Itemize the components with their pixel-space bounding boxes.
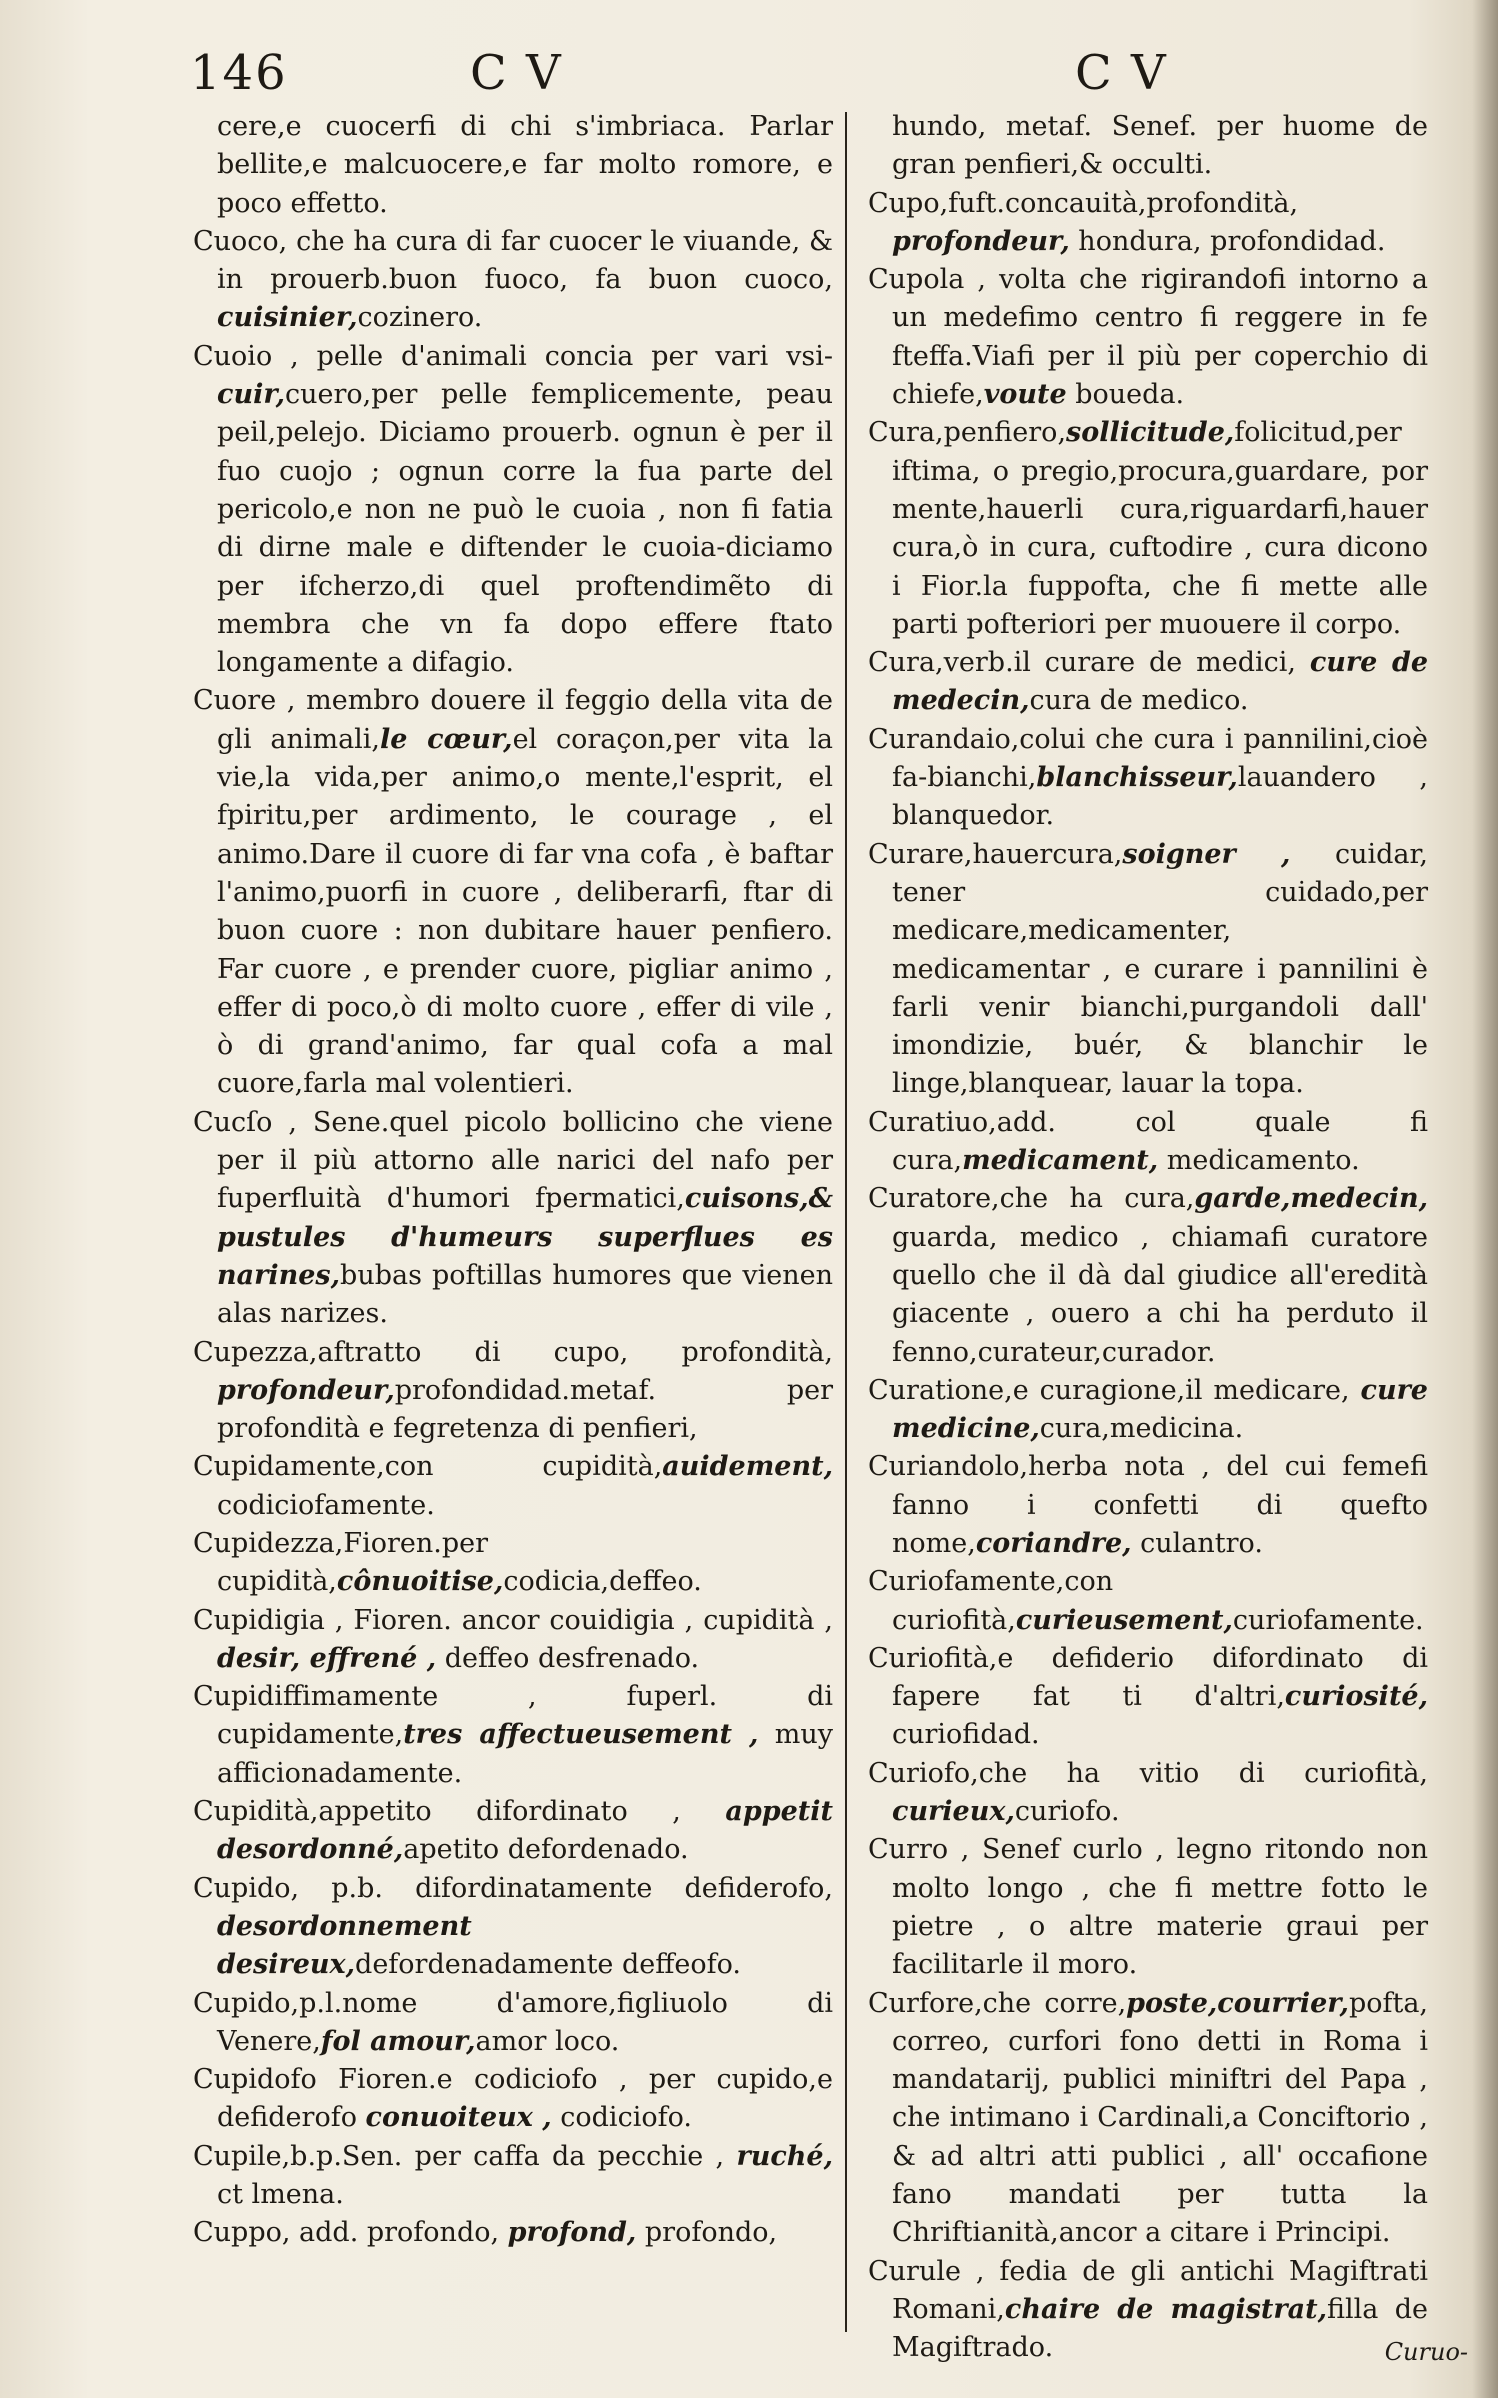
dictionary-entry	[193, 2214, 833, 2252]
entry-text: , fuperl. di cupidamente,	[217, 1681, 833, 1751]
entry-text: aftratto di cupo, profondità,	[317, 1336, 833, 1368]
entry-french: blanchisseur,	[1036, 762, 1238, 794]
running-header	[0, 38, 1498, 108]
entry-text: b.p.Sen. per caffa da pecchie ,	[290, 2140, 737, 2172]
catchword: Curuo-	[1384, 2338, 1468, 2366]
entry-headword: Cupido	[193, 1872, 291, 1904]
entry-french: profond,	[507, 2217, 637, 2249]
entry-tail: bubas poftillas humores que vienen alas narizes.	[217, 1259, 833, 1330]
entry-french: tres affectueusement ,	[403, 1719, 759, 1751]
dictionary-entry	[193, 682, 833, 1103]
entry-text: con cupidità,	[384, 1451, 663, 1483]
entry-tail: muy afficionadamente.	[217, 1719, 833, 1789]
dictionary-entry	[868, 1563, 1428, 1640]
entry-headword: Cupidofo	[193, 2064, 317, 2096]
entry-headword: Cupidigia	[193, 1604, 325, 1636]
entry-headword: Curare,	[868, 838, 973, 870]
entry-text: , membro douere il feggio della vita de gli animali,	[217, 685, 833, 755]
entry-tail: amor loco.	[475, 2025, 620, 2057]
entry-headword: Cura,	[868, 647, 944, 679]
entry-headword: Cupidezza,	[193, 1527, 344, 1559]
entry-text: add. col quale fi cura,	[892, 1106, 1428, 1177]
entry-tail: ct lmena.	[217, 2179, 344, 2211]
entry-text: che corre,	[982, 1987, 1127, 2019]
entry-headword: Curfore,	[868, 1987, 983, 2019]
entry-french: desir, effrené ,	[217, 1642, 437, 1674]
entry-text: e curagione,il medicare,	[1012, 1374, 1361, 1406]
entry-tail: cozinero.	[357, 302, 483, 334]
entry-tail: defordenadamente deffeofo.	[355, 1949, 742, 1981]
entry-text: hauercura,	[972, 838, 1123, 870]
entry-tail: curiofo.	[1014, 1796, 1120, 1828]
entry-headword: Cupido,	[193, 1987, 300, 2019]
entry-tail: filla de Magiftrado.	[892, 2293, 1428, 2364]
entry-tail: codiciofamente.	[217, 1489, 435, 1521]
entry-french: fol amour,	[320, 2025, 476, 2057]
entry-tail: folicitud,per iftima, o pregio,procura,guardare, por mente,hauerli cura,riguardarfi,hauer cura,ò in cura, cuftodire , cura dicono i Fior.la fuppofta, che fi mette alle parti pofteriori per muouere il corpo.	[892, 417, 1428, 640]
entry-tail: pofta, correo, curfori fono detti in Roma i mandatarij, publici miniftri del Papa , che intimano i Cardinali,a Conciftorio , & ad altri atti publici , all' occafione fano mandati per tutta la Chriftianità,ancor a citare i Principi.	[892, 1987, 1428, 2249]
entry-text: , Sene.quel picolo bollicino che viene per il più attorno alle narici del nafo per fuperfluità d'humori fpermatici,	[217, 1106, 833, 1215]
entry-tail: lauandero , blanquedor.	[892, 762, 1428, 832]
dictionary-entry	[868, 1640, 1428, 1755]
entry-tail: cura de medico.	[1029, 685, 1249, 717]
entry-headword: Cupezza,	[193, 1336, 318, 1368]
entry-french: sollicitude,	[1066, 417, 1235, 449]
entry-text: , fedia de gli antichi Magiftrati Romani,	[892, 2255, 1428, 2325]
entry-text: , Fioren. ancor couidigia , cupidità ,	[324, 1604, 833, 1636]
entry-headword: Curandaio,	[868, 723, 1020, 755]
entry-tail: cuidar, tener cuidado,per medicare,medicamenter, medicamentar , e curare i pannilini è farli venir bianchi,purgandoli dall' imondizie, buér, & blanchir le linge,blanquear, lauar la topa.	[892, 838, 1428, 1100]
entry-french: garde,medecin,	[1194, 1183, 1428, 1215]
dictionary-entry	[193, 108, 833, 223]
entry-french: medicament,	[962, 1145, 1159, 1177]
entry-french: curieusement,	[1015, 1604, 1233, 1636]
entry-text: Fioren.per cupidità,	[217, 1527, 489, 1598]
entry-headword: Cupola	[868, 264, 965, 296]
dictionary-entry	[868, 644, 1428, 721]
entry-headword: Cupo,	[868, 187, 949, 219]
entry-headword: Curule	[868, 2255, 961, 2287]
entry-tail: profondo,	[636, 2217, 778, 2249]
entry-tail: cura,medicina.	[1039, 1413, 1244, 1445]
dictionary-entry	[868, 1372, 1428, 1449]
dictionary-entry	[193, 1870, 833, 1985]
entry-french: cure medicine,	[892, 1374, 1428, 1445]
dictionary-entry	[193, 2138, 833, 2215]
entry-tail: culantro.	[1131, 1527, 1263, 1559]
entry-french: cuir,	[217, 379, 285, 411]
dictionary-entry	[193, 1448, 833, 1525]
entry-text: e defiderio difordinato di fapere fat ti d'altri,	[892, 1642, 1428, 1713]
entry-french: auidement,	[662, 1451, 833, 1483]
dictionary-entry	[193, 1334, 833, 1449]
page-number: 146	[190, 45, 288, 101]
entry-headword: Cuoio	[193, 340, 273, 372]
left-running-head: C V	[470, 45, 563, 101]
dictionary-entry	[868, 185, 1428, 262]
left-column	[193, 108, 833, 2253]
dictionary-entry	[868, 1755, 1428, 1832]
entry-tail: boueda.	[1066, 379, 1185, 411]
entry-french: profondeur,	[892, 225, 1070, 257]
entry-tail: el coraçon,per vita la vie,la vida,per animo,o mente,l'esprit, el fpiritu,per ardimento, le courage , el animo.Dare il cuore di far vna cofa , è baftar l'animo,puorfi in cuore , deliberarfi, ftar di buon cuore : non dubitare hauer penfiero. Far cuore , e prender cuore, pigliar animo , effer di poco,ò di molto cuore , effer di vile , ò di grand'animo, far qual cofa a mal cuore,farla mal volentieri.	[217, 723, 834, 1100]
dictionary-entry	[193, 338, 833, 683]
entry-headword: Cuoco,	[193, 225, 288, 257]
entry-headword: Curiofamente,	[868, 1566, 1065, 1598]
entry-tail: curiofidad.	[892, 1719, 1040, 1751]
entry-french: conuoiteux ,	[365, 2102, 552, 2134]
entry-french: appetit desordonné,	[217, 1796, 833, 1866]
right-column	[868, 108, 1428, 2368]
entry-french: voute	[983, 379, 1067, 411]
entry-text: cere,e cuocerfi di chi s'imbriaca. Parlar bellite,e malcuocere,e far molto romore, e poco effetto.	[217, 111, 833, 219]
entry-text: , p.b. difordinatamente defiderofo,	[290, 1872, 833, 1904]
entry-headword: Cuppo,	[193, 2217, 291, 2249]
column-rule	[845, 112, 847, 2332]
entry-tail: codicia,deffeo.	[503, 1566, 702, 1598]
entry-headword: Curatione,	[868, 1374, 1013, 1406]
entry-french: chaire de magistrat,	[1004, 2293, 1327, 2325]
dictionary-entry	[193, 223, 833, 338]
entry-headword: Cupidiffimamente	[193, 1681, 439, 1713]
entry-text: con curiofità,	[892, 1566, 1114, 1636]
entry-tail: curiofamente.	[1232, 1604, 1424, 1636]
entry-headword: Curatiuo,	[868, 1106, 997, 1138]
entry-headword: Curatore,	[868, 1183, 1000, 1215]
dictionary-entry	[868, 1104, 1428, 1181]
dictionary-entry	[868, 1831, 1428, 1984]
dictionary-entry	[868, 1180, 1428, 1371]
dictionary-entry	[193, 1602, 833, 1679]
entry-text: hundo, metaf. Senef. per huome de gran penfieri,& occulti.	[892, 111, 1428, 181]
dictionary-entry	[868, 414, 1428, 644]
entry-french: poste,courrier,	[1126, 1987, 1349, 2019]
entry-text: add. profondo,	[290, 2217, 508, 2249]
entry-text: colui che cura i pannilini,cioè fa-bianchi,	[892, 723, 1428, 794]
dictionary-entry	[193, 1678, 833, 1793]
entry-headword: Curiandolo,	[868, 1451, 1029, 1483]
dictionary-entry	[868, 108, 1428, 185]
entry-text: , Senef curlo , legno ritondo non molto longo , che fi mettre fotto le pietre , o altre materie graui per facilitarle il moro.	[892, 1834, 1428, 1981]
entry-french: cuisons,& pustules d'humeurs superflues es narines,	[217, 1183, 833, 1291]
entry-headword: Cura,	[868, 417, 944, 449]
entry-text: , pelle d'animali concia per vari vsi-	[272, 340, 833, 372]
entry-headword: Curiofità,	[868, 1642, 998, 1674]
dictionary-entry	[868, 2253, 1428, 2368]
dictionary-entry	[868, 836, 1428, 1104]
entry-french: le cœur,	[380, 723, 513, 755]
dictionary-entry	[193, 1985, 833, 2062]
dictionary-entry	[868, 1448, 1428, 1563]
entry-text: che ha vitio di curiofità,	[978, 1757, 1428, 1789]
right-running-head: C V	[1075, 45, 1168, 101]
entry-text: penfiero,	[943, 417, 1067, 449]
entry-tail: medicamento.	[1158, 1145, 1360, 1177]
entry-tail: apetito defordenado.	[403, 1834, 689, 1866]
entry-headword: Cuore	[193, 685, 277, 717]
entry-tail: guarda, medico , chiamafi curatore quello che il dà dal giudice all'eredità giacente , ouero a chi ha perduto il fenno,curateur,curador.	[892, 1221, 1428, 1368]
entry-text: che ha cura di far cuocer le viuande, & in prouerb.buon fuoco, fa buon cuoco,	[217, 225, 833, 296]
entry-text: Fioren.e codiciofo , per cupido,e defiderofo	[217, 2064, 833, 2134]
entry-text: fuft.concauità,profondità,	[948, 187, 1299, 219]
entry-french: soigner ,	[1122, 838, 1291, 870]
dictionary-entry	[868, 721, 1428, 836]
dictionary-entry	[193, 1793, 833, 1870]
entry-french: curiosité,	[1284, 1681, 1428, 1713]
entry-headword: Cupile,	[193, 2140, 291, 2172]
entry-headword: Cupidità,	[193, 1796, 319, 1828]
entry-french: cônuoitise,	[336, 1566, 504, 1598]
entry-tail: profondidad.metaf. per profondità e fegretenza di penfieri,	[217, 1374, 833, 1445]
entry-tail: cuero,per pelle femplicemente, peau peil,pelejo. Diciamo prouerb. ognun è per il fuo cuojo ; ognun corre la fua parte del pericolo,e non ne può le cuoia , non fi fatia di dirne male e diftender le cuoia-diciamo per ifcherzo,di quel proftendimẽto di membra che vn fa dopo effere ftato longamente a difagio.	[217, 379, 833, 679]
entry-headword: Cupidamente,	[193, 1451, 385, 1483]
dictionary-entry	[868, 1985, 1428, 2253]
entry-text: herba nota , del cui femefi fanno i confetti di quefto nome,	[892, 1451, 1428, 1559]
entry-headword: Cucſo	[193, 1106, 273, 1138]
entry-tail: deffeo desfrenado.	[436, 1642, 700, 1674]
entry-text: p.l.nome d'amore,figliuolo di Venere,	[217, 1987, 833, 2057]
entry-text: appetito difordinato ,	[318, 1796, 726, 1828]
entry-french: profondeur,	[217, 1374, 395, 1406]
page-edge-shadow	[1472, 0, 1498, 2398]
entry-french: cure de medecin,	[892, 647, 1429, 717]
entry-french: desordonnement desireux,	[217, 1910, 472, 1981]
entry-headword: Curiofo,	[868, 1757, 979, 1789]
entry-french: curieux,	[892, 1796, 1015, 1828]
entry-text: che ha cura,	[999, 1183, 1195, 1215]
dictionary-entry	[868, 261, 1428, 414]
entry-french: ruché,	[736, 2140, 833, 2172]
dictionary-entry	[193, 1104, 833, 1334]
entry-tail: hondura, profondidad.	[1069, 225, 1386, 257]
entry-french: cuisinier,	[217, 302, 358, 334]
entry-tail: codiciofo.	[551, 2102, 692, 2134]
dictionary-entry	[193, 2061, 833, 2138]
entry-text: , volta che rigirandofi intorno a un medefimo centro fi reggere in fe fteffa.Viafi per il più per coperchio di chiefe,	[892, 264, 1428, 411]
entry-headword: Curro	[868, 1834, 949, 1866]
entry-text: verb.il curare de medici,	[943, 647, 1310, 679]
dictionary-entry	[193, 1525, 833, 1602]
entry-french: coriandre,	[975, 1527, 1132, 1559]
